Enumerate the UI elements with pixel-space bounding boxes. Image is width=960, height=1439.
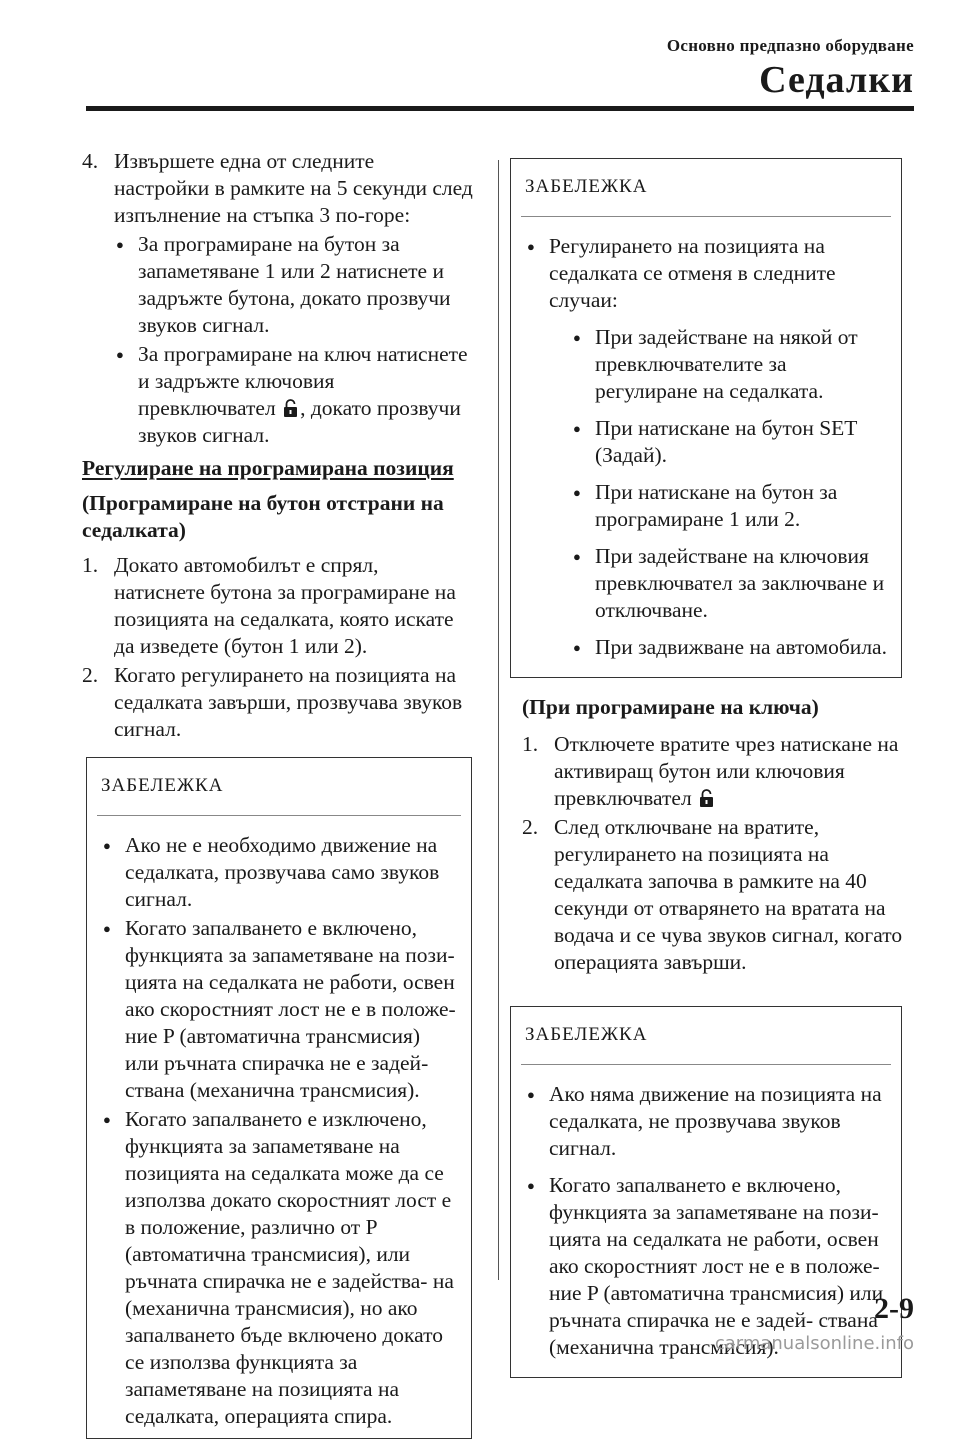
list-item: ● При задействане на някой от превключвателите за регулиране на седалката. <box>571 324 887 405</box>
note-box <box>510 158 902 678</box>
step-text: Извършете една от следните настройки в рамките на 5 секунди след изпълнение на стъпка 3 по-горе: <box>114 149 473 227</box>
subsection-heading: (При програмиране на ключа) <box>522 695 819 719</box>
list-item: ● При задвижване на автомобила. <box>571 634 887 661</box>
step-number: 1. <box>82 553 99 577</box>
note-box <box>510 1006 902 1378</box>
step-text: Отключете вратите чрез натискане на активиращ бутон или ключовия превключвател <box>554 732 899 810</box>
list-item: ● За програмиране на бутон за запаметяване 1 или 2 натиснете и задръжте бутона, докато прозвучи звуков сигнал. <box>114 231 474 339</box>
step-2 <box>82 662 474 743</box>
page-number: 2-9 <box>874 1292 914 1325</box>
list-item: ● Регулирането на позицията на седалката се отменя в следните случаи: ● При задействане на някой от превключвателите за регулиране на седалката. ● При натискане на бутон SET (Задай). ● При натискане на бутон за програмиране 1 или 2. ● При задействане на ключовия превключвател за заключване и отключване. ● При задвижване на автомобила. <box>525 233 887 661</box>
step-text: След отключване на вратите, регулирането на позицията на седалката започва в рамките на 40 секунди от отварянето на вратата на водача и се чува звуков сигнал, когато операцията завърши. <box>554 815 903 974</box>
list-item: ● Когато запалването е включено, функцията за запаметяване на пози- цията на седалката не работи, освен ако скоростният лост не е в положе- ние P (автоматична трансмисия) или ръчната спирачка не е задей- ствана (механична трансмисия). <box>525 1172 887 1361</box>
unlock-icon <box>699 789 714 808</box>
step-1 <box>82 552 474 660</box>
column-divider <box>498 160 499 1280</box>
step-1 <box>522 731 920 812</box>
subsection-heading: (Програмиране на бутон отстрани на седалката) <box>82 491 444 542</box>
header-divider <box>86 106 914 111</box>
step-text: Докато автомобилът е спрял, натиснете бутона за програмиране на позицията на седалката, която искате да изведете (бутон 1 или 2). <box>114 553 456 658</box>
step-number: 2. <box>522 815 539 839</box>
list-item: ● При задействане на ключовия превключвател за заключване и отключване. <box>571 543 887 624</box>
left-column <box>82 148 474 1439</box>
page-title: Седалки <box>759 59 914 101</box>
section-title: Основно предпазно оборудване <box>666 36 914 55</box>
note-list <box>525 1081 887 1361</box>
right-column <box>522 148 920 1378</box>
list-item: ● При натискане на бутон за програмиране 1 или 2. <box>571 479 887 533</box>
unlock-icon <box>283 399 298 418</box>
step-text: Когато регулирането на позицията на седалката завърши, прозвучава звуков сигнал. <box>114 663 463 741</box>
list-item: ● Ако не е необходимо движение на седалката, прозвучава само звуков сигнал. <box>101 832 457 913</box>
list-item: ● При натискане на бутон SET (Задай). <box>571 415 887 469</box>
step-4 <box>82 148 474 449</box>
watermark: carmanualsonline.info <box>714 1333 914 1354</box>
note-heading: ЗАБЕЛЕЖКА <box>521 159 891 217</box>
list-item: ● Когато запалването е изключено, функцията за запаметяване на позицията на седалката може да се използва докато скоростният лост е в положение, различно от P (автоматична трансмисия), или ръчната спирачка не е задейства- на (механична трансмисия), но ако запалването бъде включено докато се използва функцията за запаметяване на позицията на седалката, операцията спира. <box>101 1106 457 1430</box>
step-4-options <box>114 231 474 449</box>
step-number: 1. <box>522 732 539 756</box>
note-heading: ЗАБЕЛЕЖКА <box>97 758 461 816</box>
step-number: 2. <box>82 663 99 687</box>
cancel-conditions-list <box>549 324 887 661</box>
list-item: ● Когато запалването е включено, функцията за запаметяване на пози- цията на седалката не работи, освен ако скоростният лост не е в положе- ние P (автоматична трансмисия) или ръчната спирачка не е задей- ствана (механична трансмисия). <box>101 915 457 1104</box>
note-box <box>86 757 472 1439</box>
step-2 <box>522 814 920 976</box>
note-list <box>101 832 457 1430</box>
section-heading: Регулиране на програмирана позиция <box>82 456 454 480</box>
list-item: ● Ако няма движение на позицията на седалката, не прозвучава звуков сигнал. <box>525 1081 887 1162</box>
note-heading: ЗАБЕЛЕЖКА <box>521 1007 891 1065</box>
list-item: ● За програмиране на ключ натиснете и задръжте ключовия превключвател , докато прозвучи звуков сигнал. <box>114 341 474 449</box>
note-list <box>525 233 887 661</box>
step-number: 4. <box>82 149 99 173</box>
